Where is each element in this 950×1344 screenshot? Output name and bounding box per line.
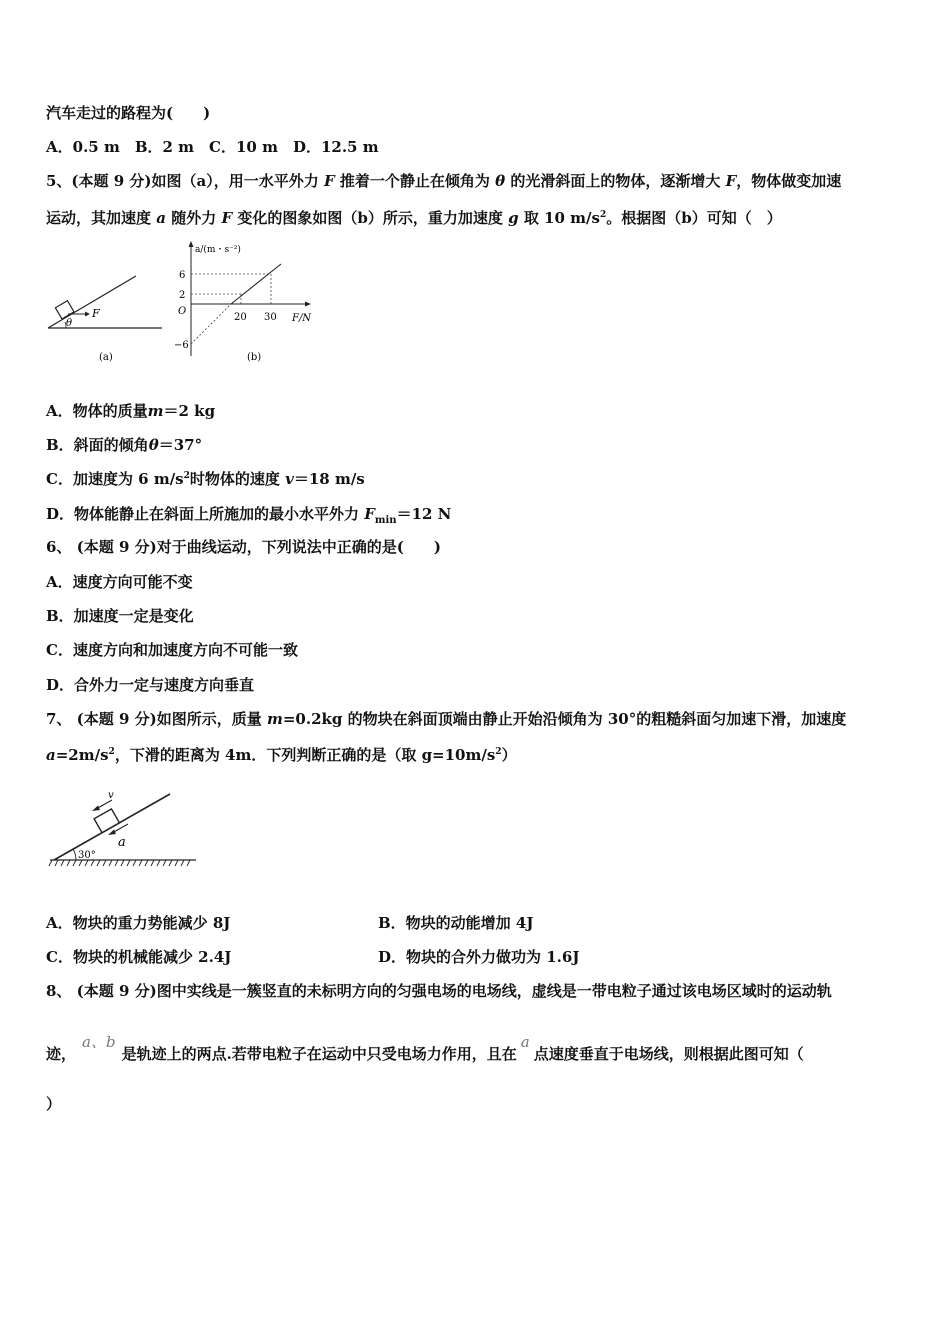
- q5-stem-line1: 5、(本题 9 分)如图（a），用一水平外力 F 推着一个静止在倾角为 θ 的光滑斜面上的物体，逐渐增大 F，物体做变加速: [46, 172, 842, 190]
- q6-stem: 6、 (本题 9 分)对于曲线运动，下列说法中正确的是( ): [46, 538, 441, 556]
- q6-option-c: C．速度方向和加速度方向不可能一致: [46, 641, 298, 659]
- q7-option-b: B．物块的动能增加 4J: [378, 914, 534, 932]
- velocity-arrowhead: [92, 806, 100, 812]
- q8-ab-label: a、b: [82, 1033, 116, 1051]
- q7-stem-line1: 7、 (本题 9 分)如图所示，质量 m=0.2kg 的物块在斜面顶端由静止开始沿倾角为 30°的粗糙斜面匀加速下滑，加速度: [46, 710, 847, 728]
- incline-surface: [48, 276, 136, 328]
- q8-stem-line2: 迹，a、b是轨迹上的两点.若带电粒子在运动中只受电场力作用，且在a点速度垂直于电场线，则根据此图可知（: [46, 1033, 804, 1063]
- tick-x30: 30: [264, 312, 277, 323]
- x-axis-arrow: [305, 302, 311, 307]
- q5-option-c: C．加速度为 6 $m/s^2$时物体的速度 v＝18 m/s: [46, 470, 365, 488]
- q7-option-c: C．物块的机械能减少 2.4J: [46, 948, 232, 966]
- tick-y2: 2: [179, 290, 186, 301]
- q5-option-b: B．斜面的倾角θ＝37°: [46, 436, 203, 454]
- q7-stem-line2: $a=2m/s^2$，下滑的距离为 4m．下列判断正确的是（取 $g=10m/s^2$）: [46, 746, 517, 764]
- force-arrowhead: [85, 312, 90, 317]
- q8-a-label: a: [520, 1033, 530, 1051]
- graph-line: [231, 264, 281, 304]
- q6-option-b: B．加速度一定是变化: [46, 607, 194, 625]
- q4-options: A．0.5 m B．2 m C．10 m D．12.5 m: [46, 138, 379, 156]
- ground-hatching: [49, 860, 190, 866]
- q5-option-d: D．物体能静止在斜面上所施加的最小水平外力 $F_{min}=12$ N: [46, 505, 452, 526]
- velocity-label: v: [108, 790, 114, 801]
- fig-a-caption: (a): [99, 352, 113, 363]
- q5-figure-b: [170, 238, 330, 368]
- tick-x20: 20: [234, 312, 247, 323]
- fig-a-theta-label: θ: [66, 318, 73, 329]
- q4-stem-tail: 汽车走过的路程为( ): [46, 104, 211, 122]
- q7-option-a: A．物块的重力势能减少 8J: [46, 914, 231, 932]
- origin-label: O: [178, 306, 187, 317]
- q5-option-a: A．物体的质量m＝2 kg: [46, 402, 216, 420]
- acceleration-arrowhead: [108, 830, 116, 836]
- q8-stem-line3: ）: [46, 1095, 62, 1113]
- tick-y-neg6: −6: [174, 340, 189, 351]
- block: [94, 809, 119, 833]
- fig-a-F-label: F: [92, 307, 100, 320]
- angle-label: 30°: [78, 850, 96, 861]
- q7-option-d: D．物块的合外力做功为 1.6J: [378, 948, 580, 966]
- angle-arc: [73, 849, 76, 860]
- q6-option-d: D．合外力一定与速度方向垂直: [46, 676, 255, 694]
- tick-y6: 6: [179, 270, 186, 281]
- q7-figure: [46, 782, 200, 878]
- graph-extrapolation: [191, 304, 231, 344]
- y-axis-arrow: [189, 241, 194, 247]
- q6-option-a: A．速度方向可能不变: [46, 573, 193, 591]
- q5-figure-a: [44, 268, 166, 368]
- q5-stem-line2: 运动，其加速度 a 随外力 F 变化的图象如图（b）所示，重力加速度 g 取 10 $m/s^2$。根据图（b）可知（ ）: [46, 209, 782, 227]
- acceleration-label: a: [118, 835, 126, 850]
- fig-b-caption: (b): [247, 352, 262, 363]
- block: [55, 301, 74, 319]
- q8-stem-line1: 8、 (本题 9 分)图中实线是一簇竖直的未标明方向的匀强电场的电场线，虚线是一带电粒子通过该电场区域时的运动轨: [46, 982, 832, 1000]
- x-axis-label: F/N: [292, 313, 312, 324]
- y-axis-label: a/(m・s⁻²): [195, 245, 241, 255]
